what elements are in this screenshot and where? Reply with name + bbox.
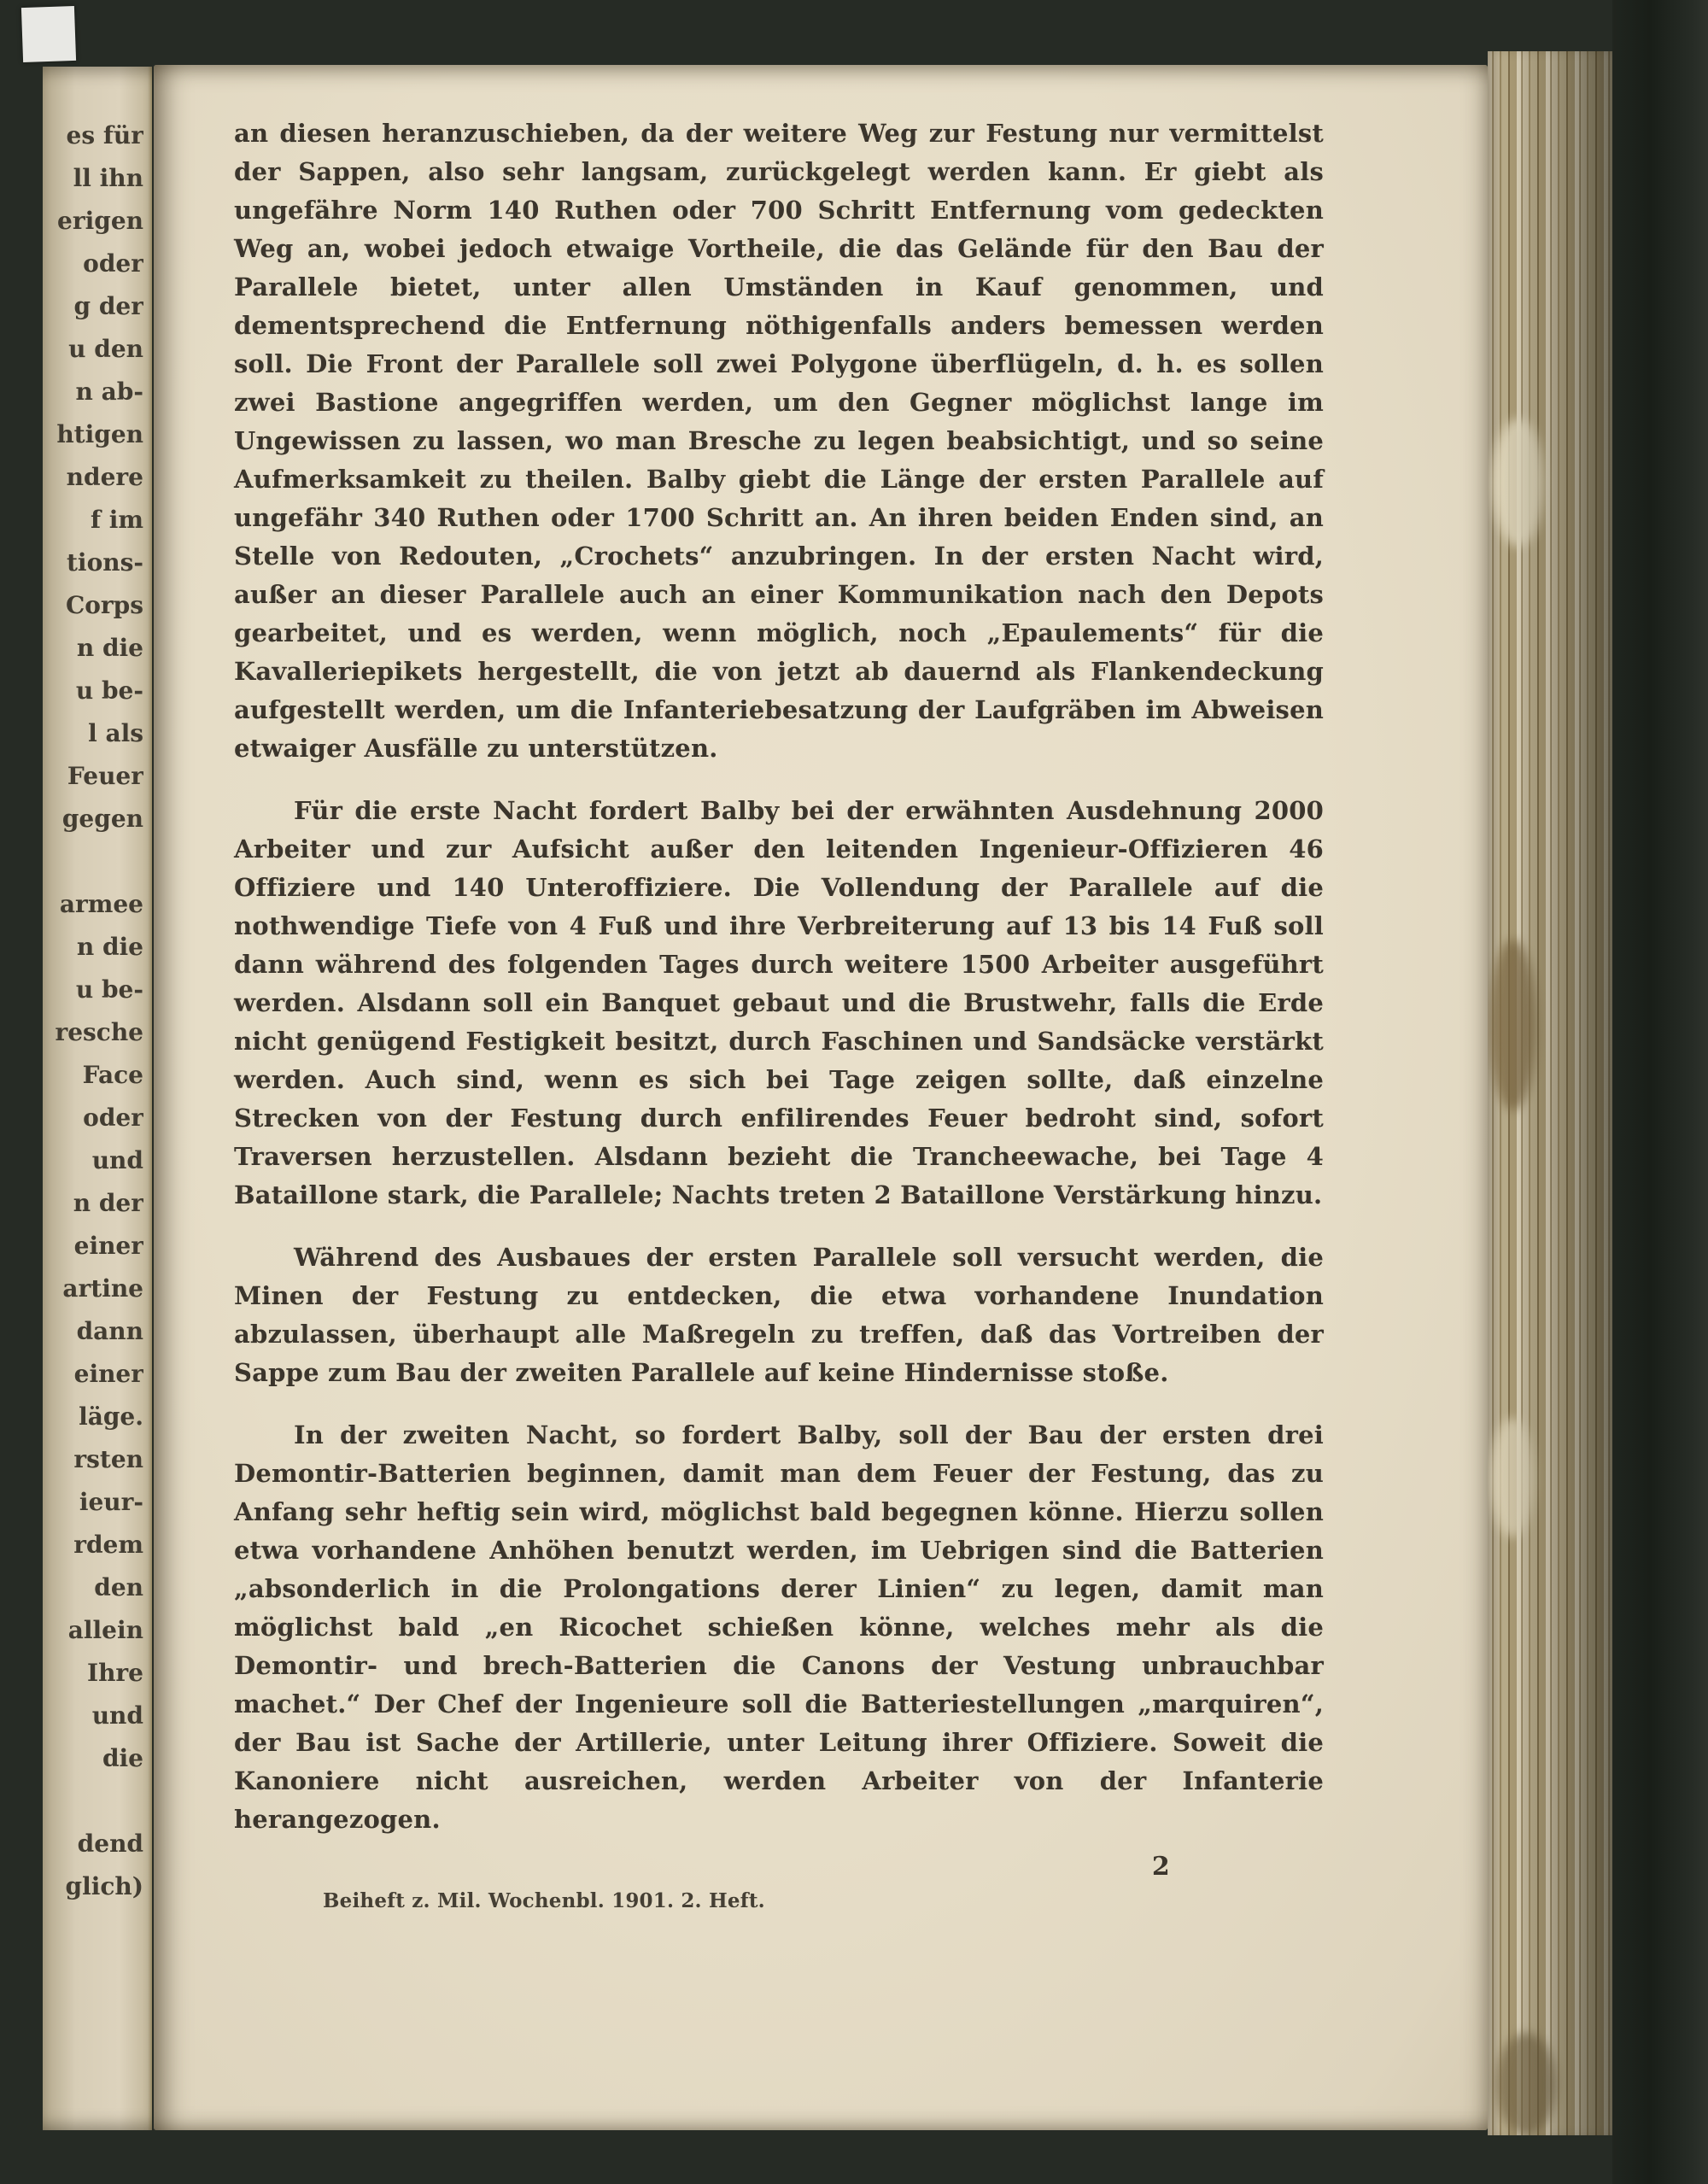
sheet-number-row [234,1847,1324,1886]
footer-signature: Beiheft z. Mil. Wochenbl. 1901. 2. Heft. [323,1889,765,1912]
margin-fragment-line: und [91,1146,143,1174]
margin-fragment-line: ieur- [79,1488,143,1516]
margin-fragment-line: Face [82,1061,143,1089]
margin-fragment-line: resche [55,1018,143,1046]
margin-fragment-line: n die [76,634,143,662]
margin-fragment-line: l als [88,719,143,747]
margin-fragment-line: oder [83,1104,143,1132]
scan-corner-artifact [21,6,76,62]
margin-fragment-line: Ihre [86,1659,143,1687]
margin-fragment-line: es für [66,121,143,149]
page-stack-shadow [1488,51,1616,2135]
paragraph-1: an diesen heranzuschieben, da der weitere Weg zur Festung nur vermittelst der Sappen, also sehr langsam, zurückgelegt werden kann. Er giebt als ungefähre Norm 140 Ruthen oder 700 Schritt Entfernung vom gedeckten Weg an, wobei jedoch etwaige Vortheile, die das Gelände für den Bau der Parallele bietet, unter allen Umständen in Kauf genommen, und dementsprechend die Entfernung nöthigenfalls anders bemessen werden soll. Die Front der Parallele soll zwei Polygone überflügeln, d. h. es sollen zwei Bastione angegriffen werden, um den Gegner möglichst lange im Ungewissen zu lassen, wo man Bresche zu legen beabsichtigt, und so seine Aufmerksamkeit zu theilen. Balby giebt die Länge der ersten Parallele auf ungefähr 340 Ruthen oder 1700 Schritt an. An ihren beiden Enden sind, an Stelle von Redouten, „Crochets“ anzubringen. In der ersten Nacht wird, außer an dieser Parallele auch an einer Kommunikation nach den Depots gearbeitet, und es werden, wenn möglich, noch „Epaulements“ für die Kavalleriepikets hergestellt, die von jetzt ab dauernd als Flankendeckung aufgestellt werden, um die Infanteriebesatzung der Laufgräben im Abweisen etwaiger Ausfälle zu unterstützen. [234,119,1324,763]
margin-fragment-line: u be- [75,975,143,1004]
margin-fragment-line: n die [76,933,143,961]
paragraph-2: Für die erste Nacht fordert Balby bei der erwähnten Ausdehnung 2000 Arbeiter und zur Aufsicht außer den leitenden Ingenieur-Offizieren 46 Offiziere und 140 Unteroffiziere. Die Vollendung der Parallele auf die nothwendige Tiefe von 4 Fuß und ihre Verbreiterung auf 13 bis 14 Fuß soll dann während des folgenden Tages durch weitere 1500 Arbeiter ausgeführt werden. Alsdann soll ein Banquet gebaut und die Brustwehr, falls die Erde nicht genügend Festigkeit besitzt, durch Faschinen und Sandsäcke verstärkt werden. Auch sind, wenn es sich bei Tage zeigen sollte, daß einzelne Strecken von der Festung durch enfilirendes Feuer bedroht sind, sofort Traversen herzustellen. Alsdann bezieht die Trancheewache, bei Tage 4 Bataillone stark, die Parallele; Nachts treten 2 Bataillone Verstärkung hinzu. [234,796,1324,1209]
margin-fragment-line: läge. [79,1402,143,1431]
margin-fragment-line: n der [73,1189,143,1217]
paragraph-3: Während des Ausbaues der ersten Parallele soll versucht werden, die Minen der Festung zu entdecken, die etwa vorhandene Inundation abzulassen, überhaupt alle Maßregeln zu treffen, daß das Vortreiben der Sappe zum Bau der zweiten Parallele auf keine Hindernisse stoße. [234,1243,1324,1387]
margin-fragment-line [43,1780,143,1823]
margin-fragment-line: die [102,1744,143,1772]
paragraph-4: In der zweiten Nacht, so fordert Balby, soll der Bau der ersten drei Demontir-Batterien beginnen, damit man dem Feuer der Festung, das zu Anfang sehr heftig sein wird, möglichst bald begegnen könne. Hierzu sollen etwa vorhandene Anhöhen benutzt werden, im Uebrigen sind die Batterien „absonderlich in die Prolongations derer Linien“ zu legen, damit man möglichst bald „en Ricochet schießen könne, welches mehr als die Demontir- und brech-Batterien die Canons der Vestung unbrauchbar machet.“ Der Chef der Ingenieure soll die Batteriestellungen „marquiren“, der Bau ist Sache der Artillerie, unter Leitung ihrer Offiziere. Soweit die Kanoniere nicht ausreichen, werden Arbeiter von der Infanterie herangezogen. [234,1420,1324,1834]
book-page [154,65,1488,2130]
margin-fragment-line: glich) [65,1872,143,1900]
margin-fragment-line: oder [83,249,143,278]
previous-page-edge [43,67,152,2130]
margin-fragment-line: u be- [75,676,143,705]
margin-fragment-line: g der [73,292,143,320]
margin-fragment-line: u den [68,335,143,363]
margin-fragment-line: einer [73,1360,143,1388]
margin-fragment-line: artine [62,1274,143,1303]
margin-fragment-line: dann [76,1317,143,1345]
footer-signature-row [234,1886,1324,1917]
margin-fragment-line: dend [77,1830,143,1858]
margin-fragment-line: n ab- [75,378,143,406]
margin-fragment-line: Feuer [67,762,143,790]
margin-fragment-line: rsten [73,1445,143,1473]
margin-fragment-line: htigen [56,420,143,448]
book-cover-right [1612,0,1708,2184]
margin-fragment-line: einer [73,1232,143,1260]
margin-fragment-line: f im [90,506,143,534]
page-number: 2 [1151,1852,1170,1882]
margin-fragment-line: armee [59,890,143,918]
margin-fragment-line: gegen [61,805,143,833]
page-text [154,65,1488,1917]
margin-fragment-line: erigen [57,207,143,235]
margin-fragment-line: allein [67,1616,143,1644]
margin-fragment-line: tions- [67,548,143,577]
margin-fragment-line: und [91,1701,143,1730]
margin-fragment-line [43,840,143,883]
page-stack-edges [1488,51,1616,2135]
margin-fragment-line: rdem [73,1531,143,1559]
margin-fragment-line: Corps [65,591,143,619]
margin-fragment-line: ll ihn [73,164,143,192]
margin-fragment-line: ndere [66,463,143,491]
margin-fragment-line: den [94,1573,143,1601]
left-page-fragments [43,67,152,1908]
